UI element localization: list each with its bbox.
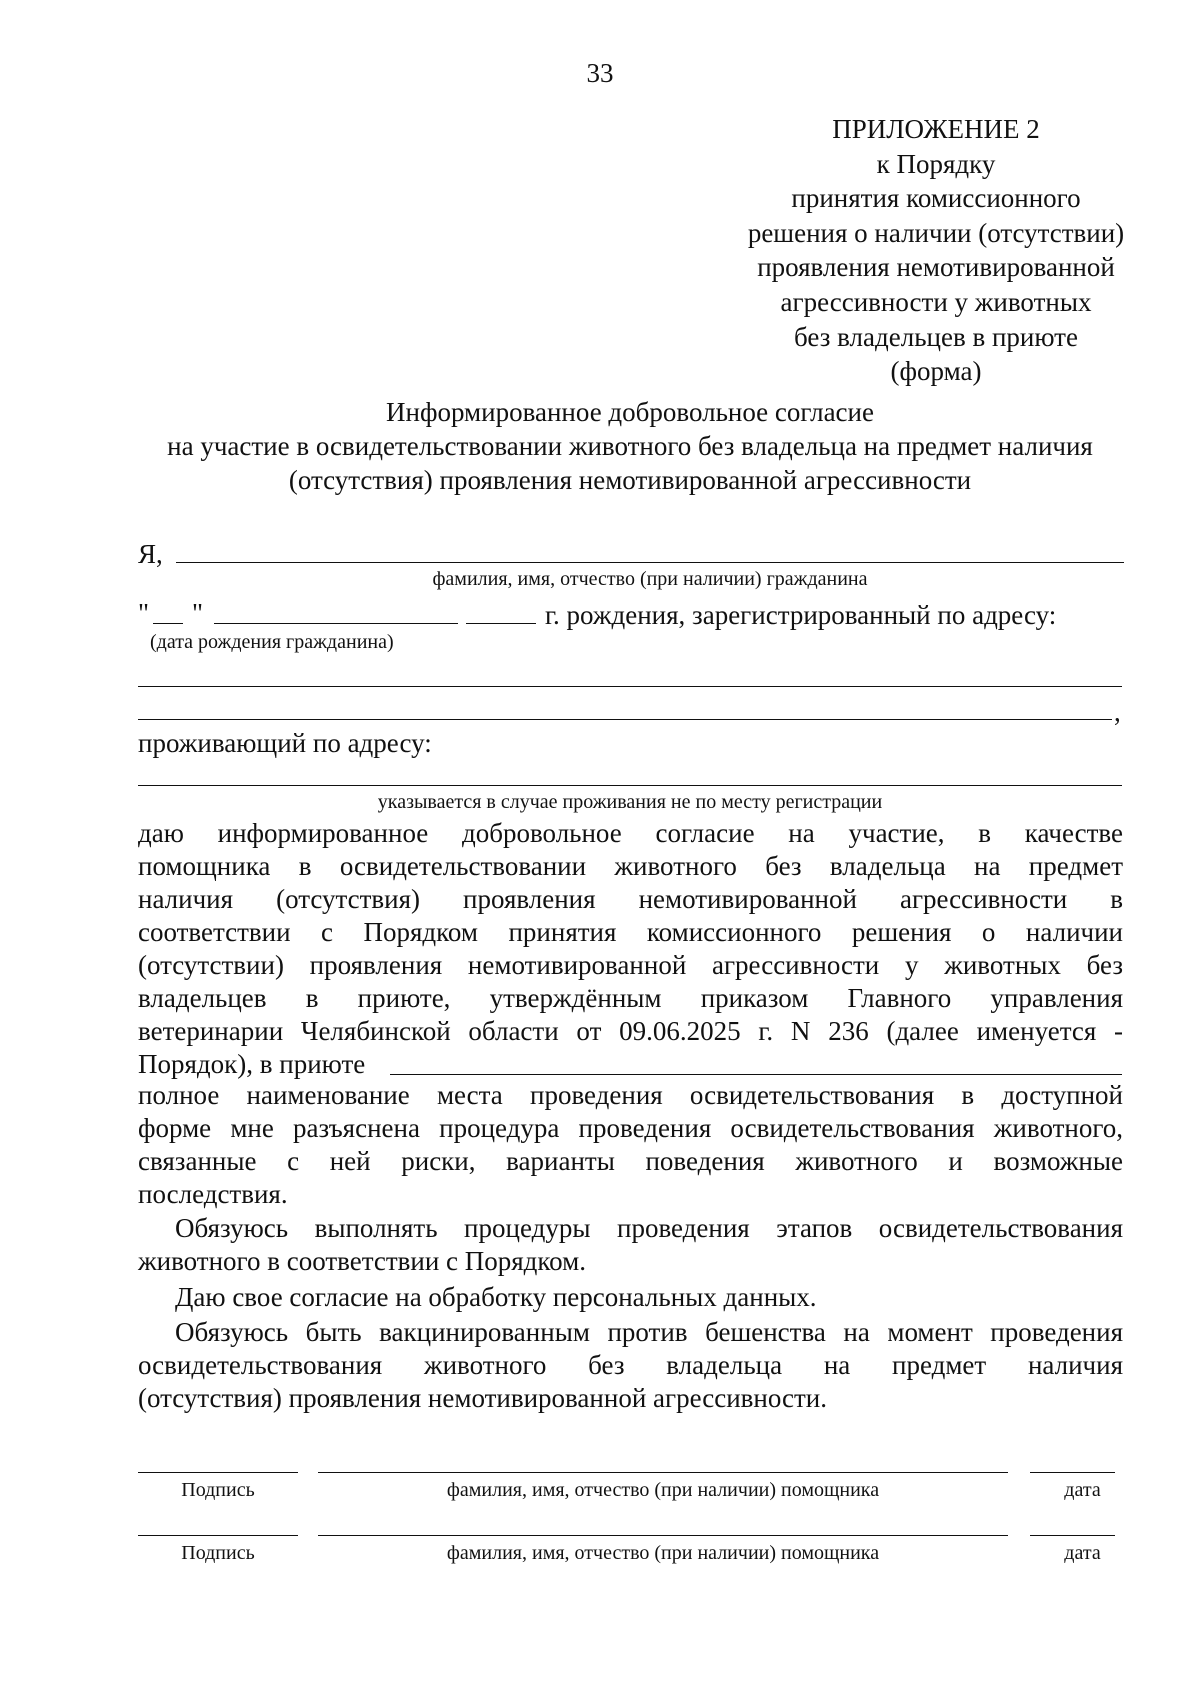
title-line: Информированное добровольное согласие — [386, 397, 874, 427]
text-line: Обязуюсь выполнять процедуры проведения этапов освидетельствования — [175, 1213, 1123, 1243]
paragraph-personal-data — [138, 1281, 1123, 1314]
shelter-name-input-line[interactable] — [390, 1074, 1122, 1075]
appendix-line: к Порядку — [876, 148, 996, 179]
signature-caption: Подпись — [181, 1479, 255, 1501]
month-input-line[interactable] — [214, 623, 458, 624]
date-quote-close: " — [192, 598, 204, 628]
text-line: Обязуюсь быть вакцинированным против бешенства на момент проведения — [175, 1317, 1123, 1347]
title-line: на участие в освидетельствовании животного без владельца на предмет наличия — [167, 431, 1093, 461]
fio-caption: фамилия, имя, отчество (при наличии) гражданина — [432, 568, 868, 590]
text-line: (отсутствии) проявления немотивированной агрессивности у животных без — [138, 950, 1123, 980]
paragraph-explanation — [138, 1079, 1123, 1211]
date-line[interactable] — [1030, 1535, 1115, 1536]
text-line: (отсутствия) проявления немотивированной агрессивности. — [138, 1383, 828, 1413]
text-line: соответствии с Порядком принятия комиссионного решения о наличии — [138, 917, 1123, 947]
living-address-caption: указывается в случае проживания не по месту регистрации — [377, 791, 883, 813]
birth-caption: (дата рождения гражданина) — [150, 631, 394, 653]
fio-input-line[interactable] — [176, 562, 1124, 563]
text-line: помощника в освидетельствовании животного без владельца на предмет — [138, 851, 1123, 881]
page-number: 33 — [586, 58, 614, 88]
date-caption: дата — [1064, 1542, 1101, 1564]
date-quote-open: " — [138, 598, 150, 628]
signature-line[interactable] — [138, 1472, 298, 1473]
registration-address-line-2[interactable] — [138, 719, 1112, 720]
text-line: Порядок), в приюте — [138, 1049, 366, 1079]
text-line: освидетельствования животного без владельца на предмет наличия — [138, 1350, 1123, 1380]
appendix-line: проявления немотивированной — [757, 252, 1115, 283]
paragraph-obligation — [138, 1212, 1123, 1278]
paragraph-vaccination — [138, 1316, 1123, 1415]
text-line: связанные с ней риски, варианты поведения животного и возможные — [138, 1146, 1123, 1176]
appendix-block — [726, 112, 1146, 389]
text-line: ветеринарии Челябинской области от 09.06.2025 г. N 236 (далее именуется - — [138, 1016, 1123, 1046]
i-label: Я, — [138, 539, 163, 569]
helper-fio-caption: фамилия, имя, отчество (при наличии) помощника — [446, 1479, 880, 1501]
text-line: полное наименование места проведения освидетельствования в доступной — [138, 1080, 1123, 1110]
birth-text: г. рождения, зарегистрированный по адресу: — [545, 600, 1057, 630]
living-address-label: проживающий по адресу: — [138, 728, 432, 758]
text-line: форме мне разъяснена процедура проведения освидетельствования животного, — [138, 1113, 1123, 1143]
text-line: владельцев в приюте, утверждённым приказом Главного управления — [138, 983, 1123, 1013]
document-title — [130, 395, 1130, 497]
text-line: последствия. — [138, 1179, 288, 1209]
appendix-line: принятия комиссионного — [791, 183, 1081, 214]
helper-fio-caption: фамилия, имя, отчество (при наличии) помощника — [446, 1542, 880, 1564]
date-line[interactable] — [1030, 1472, 1115, 1473]
registration-address-line-1[interactable] — [138, 686, 1122, 687]
text-line: животного в соответствии с Порядком. — [138, 1246, 586, 1276]
text-line: наличия (отсутствия) проявления немотивированной агрессивности в — [138, 884, 1123, 914]
address-comma: , — [1114, 697, 1121, 727]
date-caption: дата — [1064, 1479, 1101, 1501]
day-input-line[interactable] — [153, 623, 183, 624]
appendix-line: ПРИЛОЖЕНИЕ 2 — [832, 114, 1040, 144]
title-line: (отсутствия) проявления немотивированной агрессивности — [288, 465, 972, 495]
living-address-line[interactable] — [138, 785, 1122, 786]
appendix-line: решения о наличии (отсутствии) — [747, 217, 1125, 248]
appendix-line: агрессивности у животных — [780, 286, 1092, 317]
text-line: даю информированное добровольное согласие на участие, в качестве — [138, 818, 1123, 848]
paragraph-consent — [138, 817, 1123, 1081]
appendix-line: без владельцев в приюте — [794, 321, 1078, 352]
appendix-line: (форма) — [890, 356, 982, 387]
text-line: Даю свое согласие на обработку персональных данных. — [175, 1282, 817, 1312]
year-input-line[interactable] — [466, 623, 536, 624]
signature-caption: Подпись — [181, 1542, 255, 1564]
signature-line[interactable] — [138, 1535, 298, 1536]
helper-fio-line[interactable] — [318, 1472, 1008, 1473]
helper-fio-line[interactable] — [318, 1535, 1008, 1536]
